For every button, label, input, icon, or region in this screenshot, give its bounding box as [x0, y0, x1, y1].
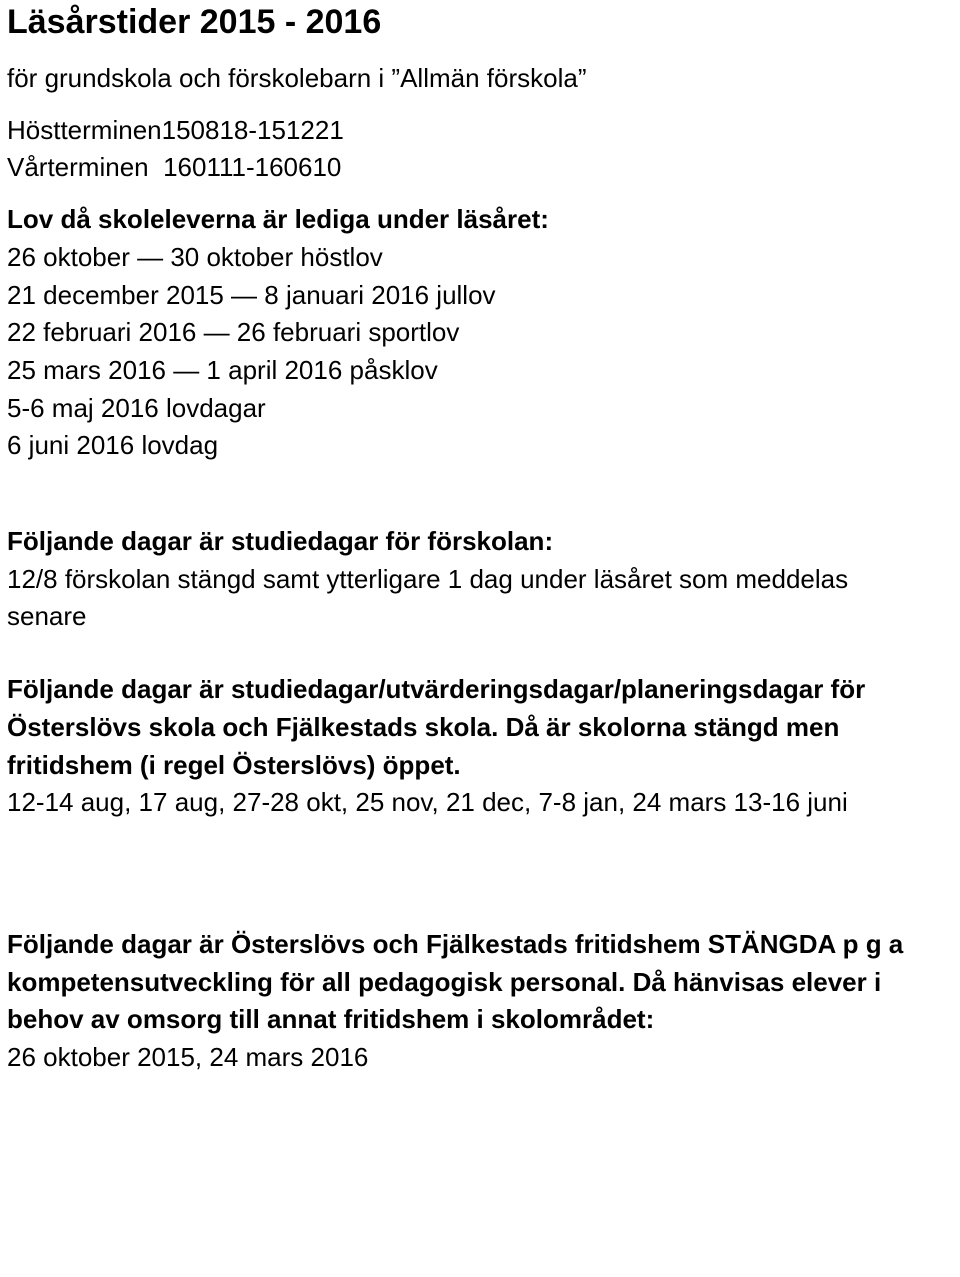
spacer: [7, 187, 960, 201]
school-section: [7, 671, 960, 822]
page-title: Läsårstider 2015 - 2016: [7, 3, 382, 41]
holiday-item: 21 december 2015 — 8 januari 2016 jullov: [7, 279, 496, 310]
afterschool-heading: Följande dagar är Österslövs och Fjälkestads fritidshem STÄNGDA p g a kompetensutveckling för all pedagogisk personal. Då hänvisas elever i behov av omsorg till annat fritidshem i skolområdet:: [7, 928, 904, 1035]
preschool-text: 12/8 förskolan stängd samt ytterligare 1 dag under läsåret som meddelas senare: [7, 563, 849, 632]
terms-section: [7, 112, 960, 187]
document-page: [7, 0, 960, 1077]
holidays-section: [7, 201, 960, 465]
holiday-item: 6 juni 2016 lovdag: [7, 430, 219, 461]
holiday-item: 5-6 maj 2016 lovdagar: [7, 392, 266, 423]
spacer: [7, 42, 960, 60]
spacer: [7, 465, 960, 523]
school-heading: Följande dagar är studiedagar/utvärderingsdagar/planeringsdagar för Österslövs skola och Fjälkestads skola. Då är skolorna stängd men fritidshem (i regel Österslövs) öppet.: [7, 674, 866, 780]
spacer: [7, 822, 960, 926]
preschool-heading: Följande dagar är studiedagar för förskolan:: [7, 526, 554, 557]
holiday-item: 26 oktober — 30 oktober höstlov: [7, 241, 383, 272]
afterschool-text: 26 oktober 2015, 24 mars 2016: [7, 1042, 369, 1073]
school-text: 12-14 aug, 17 aug, 27-28 okt, 25 nov, 21 dec, 7-8 jan, 24 mars 13-16 juni: [7, 787, 848, 818]
spacer: [7, 636, 960, 671]
preschool-section: [7, 523, 960, 636]
spacer: [7, 98, 960, 112]
term-spring: Vårterminen 160111-160610: [7, 152, 342, 183]
holiday-item: 22 februari 2016 — 26 februari sportlov: [7, 317, 460, 348]
holidays-heading: Lov då skoleleverna är lediga under läsåret:: [7, 204, 549, 235]
holiday-item: 25 mars 2016 — 1 april 2016 påsklov: [7, 354, 438, 385]
term-autumn: Höstterminen150818-151221: [7, 114, 344, 145]
afterschool-section: [7, 926, 960, 1077]
page-subtitle: för grundskola och förskolebarn i ”Allmän förskola”: [7, 63, 587, 93]
